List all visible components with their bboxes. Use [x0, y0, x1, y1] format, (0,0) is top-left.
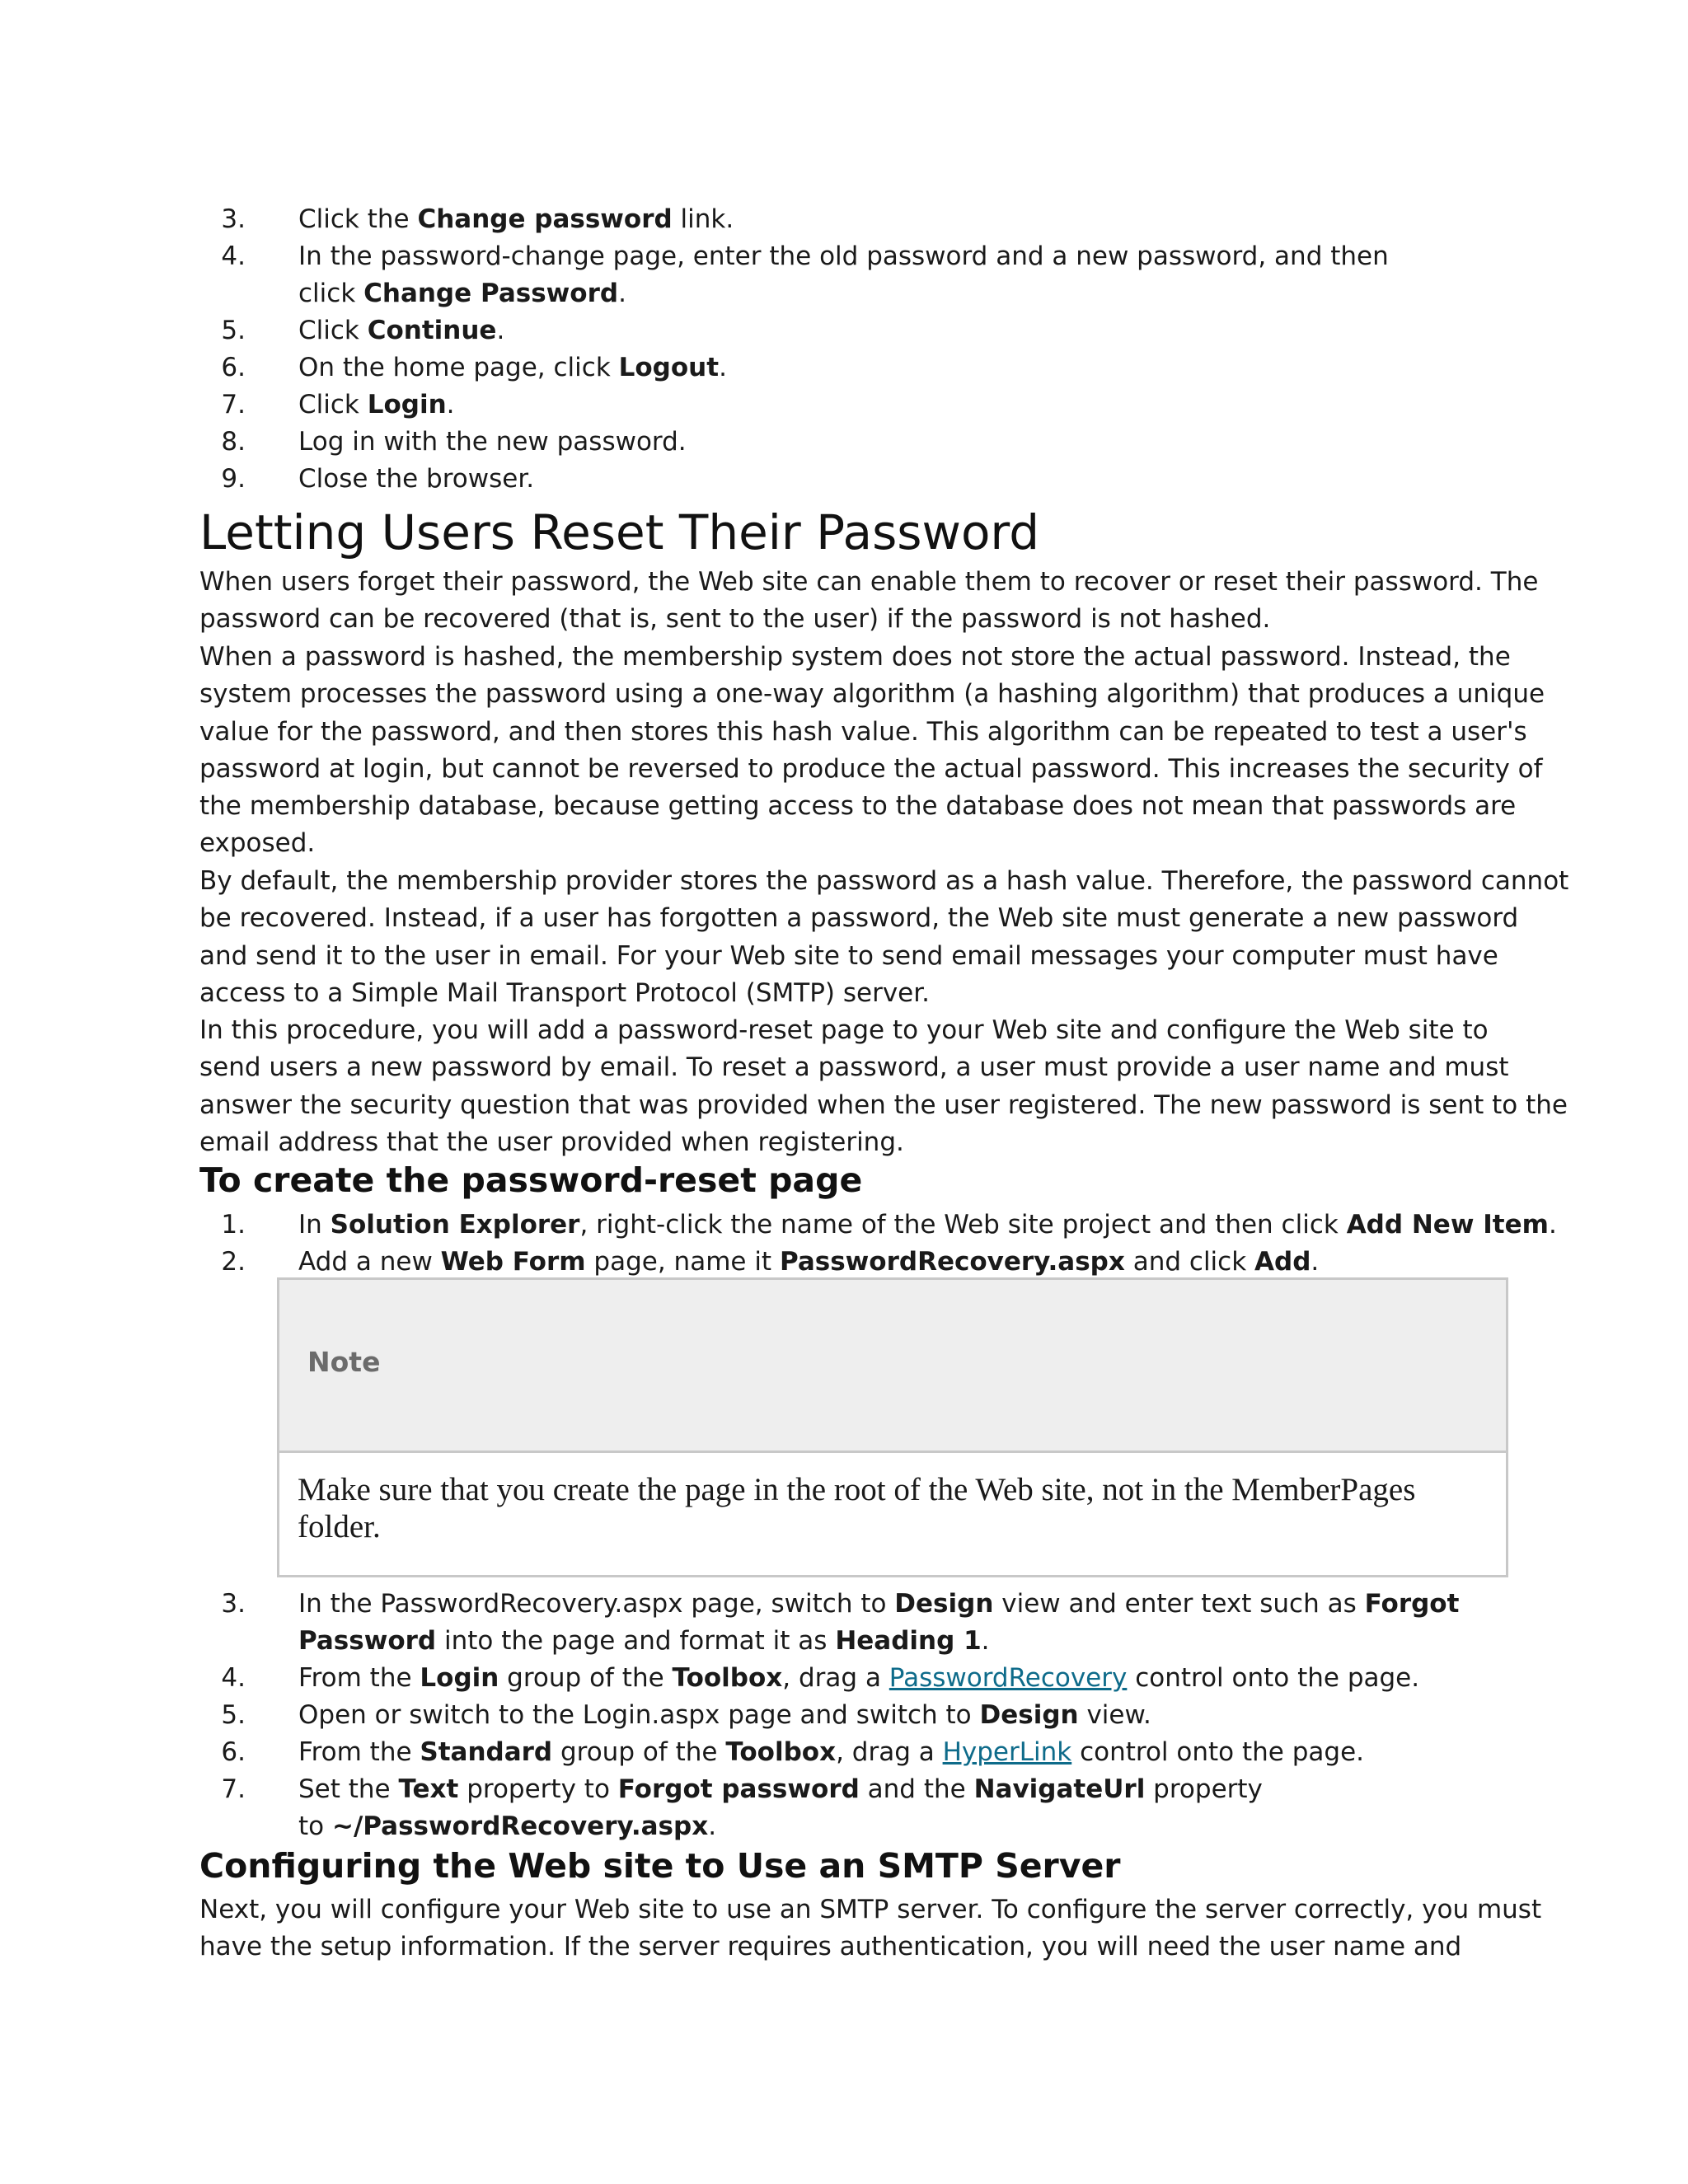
- paragraph: When a password is hashed, the membership system does not store the actual password. Instead, the system processes the password using a one-way algorithm (a hashing algorithm) that produces a unique value for the password, and then stores this hash value. This algorithm can be repeated to test a user's password at login, but cannot be reversed to produce the actual password. This increases the security of the membership database, because getting access to the database does not mean that passwords are exposed.: [199, 642, 1545, 859]
- paragraph: When users forget their password, the Web site can enable them to recover or reset their password. The password can be recovered (that is, sent to the user) if the password is not hashed.: [199, 567, 1539, 635]
- subsection-heading: Configuring the Web site to Use an SMTP Server: [199, 1846, 1121, 1886]
- list-text: Close the browser.: [298, 464, 535, 494]
- list-text: click Change Password.: [298, 279, 626, 308]
- paragraph: In this procedure, you will add a password-reset page to your Web site and configure the Web site to send users a new password by email. To reset a password, a user must provide a user name and must answer the security question that was provided when the user registered. The new password is sent to the email address that the user provided when registering.: [199, 1015, 1568, 1157]
- list-number: 7.: [221, 390, 246, 419]
- paragraph: By default, the membership provider stores the password as a hash value. Therefore, the password cannot be recovered. Instead, if a user has forgotten a password, the Web site must generate a new password and send it to the user in email. For your Web site to send email messages your computer must have access to a Simple Mail Transport Protocol (SMTP) server.: [199, 866, 1569, 1008]
- list-text: Click Continue.: [298, 316, 505, 345]
- list-number: 5.: [221, 316, 246, 345]
- list-number: 8.: [221, 427, 246, 457]
- list-number: 9.: [221, 464, 246, 494]
- note-label: Note: [307, 1346, 381, 1378]
- subsection-heading: To create the password-reset page: [199, 1160, 863, 1200]
- section-heading: Letting Users Reset Their Password: [199, 504, 1040, 560]
- note-text: Make sure that you create the page in the root of the Web site, not in the MemberPages folder.: [298, 1472, 1416, 1544]
- list-text: Set the Text property to Forgot password and the NavigateUrl property: [298, 1774, 1263, 1804]
- note-box: [277, 1277, 1508, 1577]
- list-text: On the home page, click Logout.: [298, 353, 727, 382]
- list-text: Password into the page and format it as Heading 1.: [298, 1626, 990, 1656]
- list-text: Click the Change password link.: [298, 204, 734, 234]
- list-number: 7.: [221, 1774, 246, 1804]
- list-text: Add a new Web Form page, name it PasswordRecovery.aspx and click Add.: [298, 1247, 1320, 1277]
- list-text: Open or switch to the Login.aspx page and switch to Design view.: [298, 1700, 1151, 1730]
- paragraph: Next, you will configure your Web site to use an SMTP server. To configure the server correctly, you must have the setup information. If the server requires authentication, you will need the user name and: [199, 1895, 1542, 1962]
- list-number: 4.: [221, 241, 246, 271]
- list-number: 5.: [221, 1700, 246, 1730]
- list-number: 3.: [221, 1589, 246, 1619]
- list-text: From the Standard group of the Toolbox, drag a HyperLink control onto the page.: [298, 1737, 1364, 1767]
- list-number: 4.: [221, 1663, 246, 1693]
- list-number: 2.: [221, 1247, 246, 1277]
- list-number: 6.: [221, 1737, 246, 1767]
- list-text: to ~/PasswordRecovery.aspx.: [298, 1811, 717, 1841]
- password-recovery-link[interactable]: PasswordRecovery: [889, 1663, 1128, 1693]
- list-text: In Solution Explorer, right-click the name of the Web site project and then click Add New Item.: [298, 1210, 1557, 1240]
- hyperlink-link[interactable]: HyperLink: [942, 1737, 1072, 1767]
- list-text: In the password-change page, enter the old password and a new password, and then: [298, 241, 1389, 271]
- list-text: From the Login group of the Toolbox, drag a PasswordRecovery control onto the page.: [298, 1663, 1420, 1693]
- list-number: 1.: [221, 1210, 246, 1240]
- list-number: 3.: [221, 204, 246, 234]
- list-text: Log in with the new password.: [298, 427, 687, 457]
- list-text: Click Login.: [298, 390, 455, 419]
- list-number: 6.: [221, 353, 246, 382]
- note-header: [279, 1280, 1506, 1453]
- list-text: In the PasswordRecovery.aspx page, switch to Design view and enter text such as Forgot: [298, 1589, 1460, 1619]
